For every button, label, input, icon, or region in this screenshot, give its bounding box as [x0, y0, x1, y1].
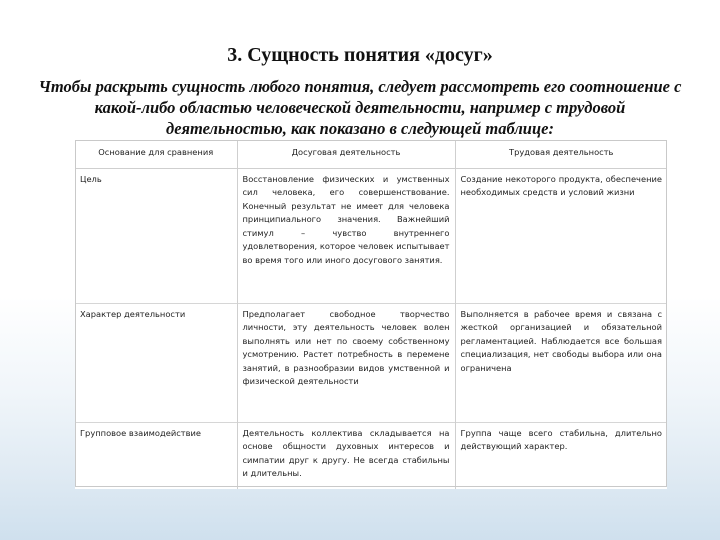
basis-cell: Цель	[75, 168, 237, 303]
comparison-table	[75, 140, 667, 489]
header-leisure: Досуговая деятельность	[237, 140, 455, 168]
leisure-cell: Деятельность коллектива складывается на основе общности духовных интересов и симпатии друг к другу. Не всегда стабильны и длительны.	[237, 422, 455, 489]
table-row	[75, 422, 667, 489]
labor-cell: Группа чаще всего стабильна, длительно действующий характер.	[455, 422, 667, 489]
labor-cell: Выполняется в рабочее время и связана с жесткой организацией и обязательной регламентацией. Наблюдается все большая специализация, нет свободы выбора или она ограничена	[455, 303, 667, 422]
table-header-row	[75, 140, 667, 168]
leisure-cell: Предполагает свободное творчество личности, эту деятельность человек волен выполнять или нет по своему собственному усмотрению. Растет потребность в перемене занятий, в разнообразии видов умственной и физической деятельности	[237, 303, 455, 422]
header-labor: Трудовая деятельность	[455, 140, 667, 168]
basis-cell: Групповое взаимодействие	[75, 422, 237, 489]
leisure-cell: Восстановление физических и умственных сил человека, его совершенствование. Конечный результат не имеет для человека принципиального значения. Важнейший стимул – чувство внутреннего удовлетворения, которое человек испытывает во время того или иного досугового занятия.	[237, 168, 455, 303]
table-row	[75, 303, 667, 422]
slide-title: 3. Сущность понятия «досуг»	[227, 44, 493, 66]
intro-text: Чтобы раскрыть сущность любого понятия, следует рассмотреть его соотношение с какой-либо областью человеческой деятельности, например с трудовой деятельностью, как показано в следующей таблице:	[38, 77, 682, 138]
table-row	[75, 168, 667, 303]
header-basis: Основание для сравнения	[75, 140, 237, 168]
basis-cell: Характер деятельности	[75, 303, 237, 422]
labor-cell: Создание некоторого продукта, обеспечение необходимых средств и условий жизни	[455, 168, 667, 303]
